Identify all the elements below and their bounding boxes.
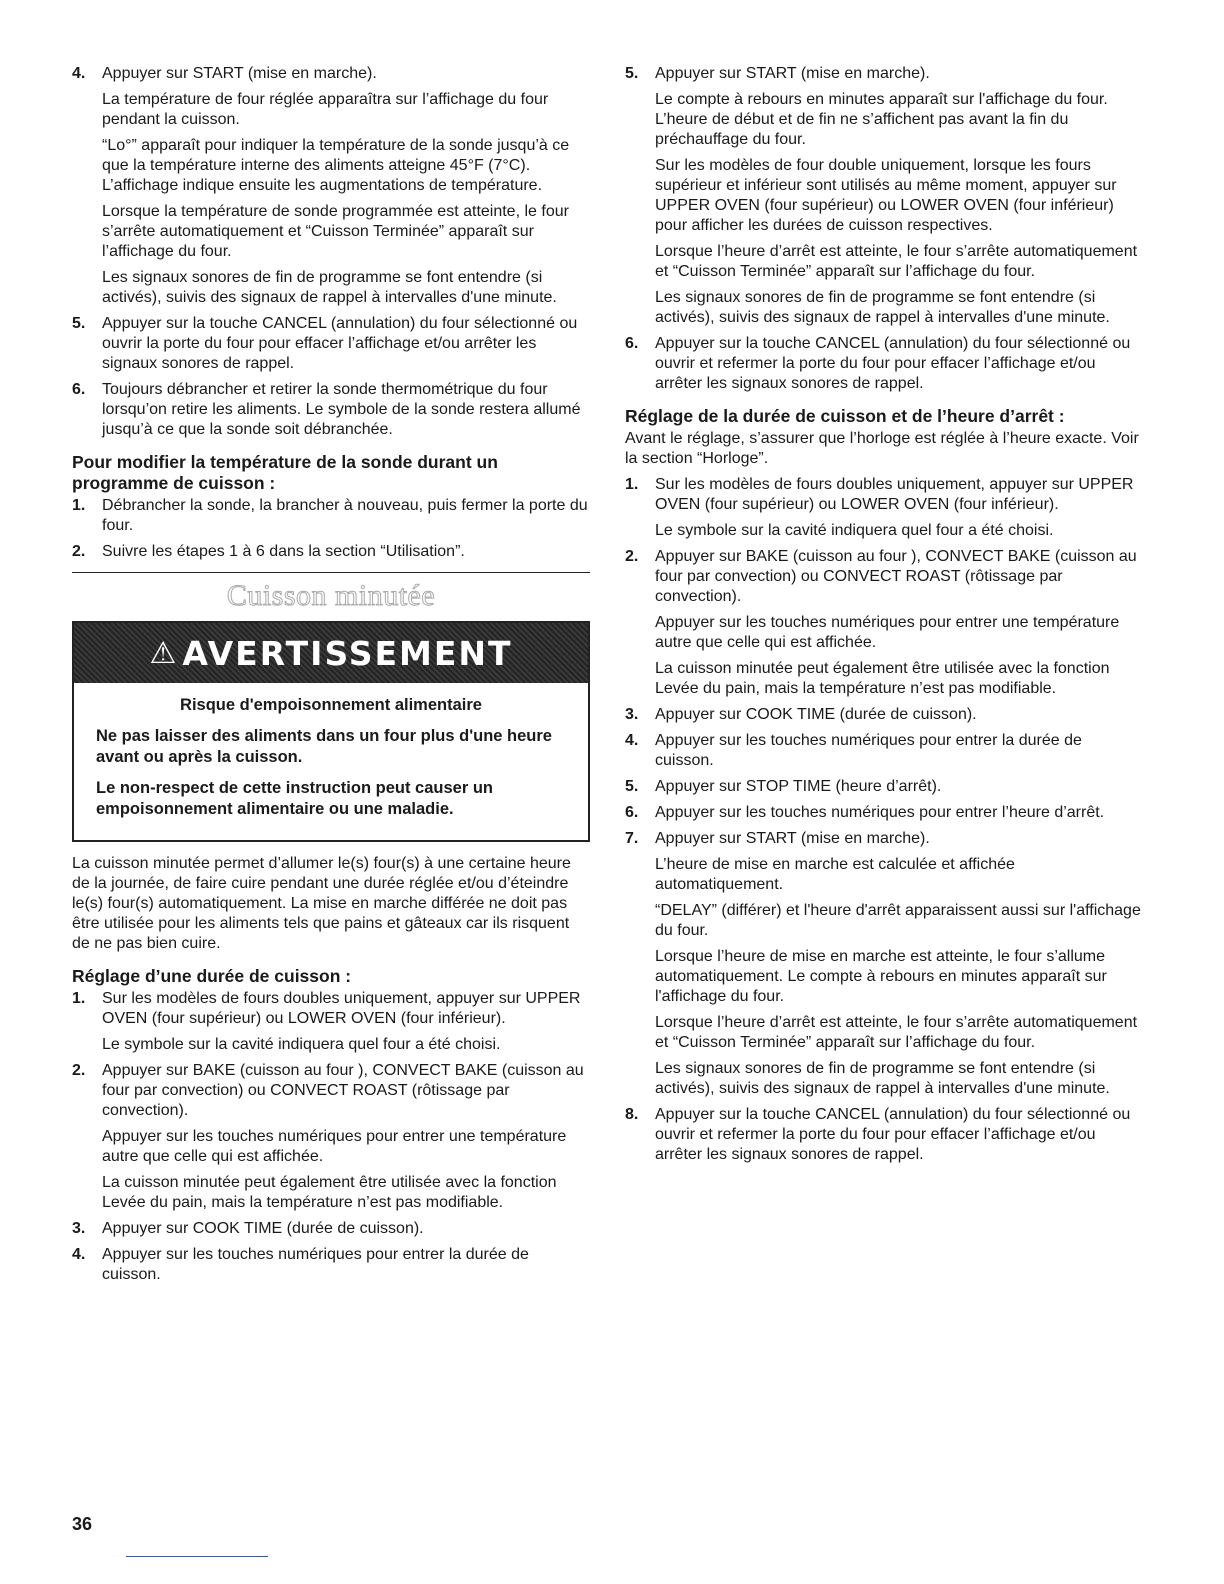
stop-time-heading: Réglage de la durée de cuisson et de l’heure d’arrêt : [625,406,1065,426]
list-item [625,777,1145,797]
list-item [72,542,590,562]
step-text: La température de four réglée apparaîtra sur l’affichage du four pendant la cuisson. [102,91,549,128]
page-number: 36 [72,1514,93,1534]
list-item [72,380,590,440]
step-text: Appuyer sur START (mise en marche). [655,830,930,847]
step-number: 3. [72,1220,86,1237]
footer-rule [126,1556,268,1557]
step-text: Lorsque l’heure d’arrêt est atteinte, le four s’arrête automatiquement et “Cuisson Terminée” apparaît sur l’affichage du four. [655,243,1138,280]
list-item [72,1061,590,1213]
warning-body [74,683,588,840]
list-item [625,829,1145,1099]
step-text: Lorsque l’heure de mise en marche est atteinte, le four s’allume automatiquement. Le compte à rebours en minutes apparaît sur l'affichage du four. [655,948,1107,1005]
list-item [625,705,1145,725]
list-item [72,496,590,536]
list-item [72,64,590,308]
step-number: 4. [625,732,639,749]
step-number: 6. [72,381,86,398]
step-text: Appuyer sur les touches numériques pour entrer une température autre que celle qui est affichée. [102,1128,567,1165]
step-text: Appuyer sur START (mise en marche). [102,65,377,82]
list-item [625,547,1145,699]
step-text: Appuyer sur START (mise en marche). [655,65,930,82]
step-text: Débrancher la sonde, la brancher à nouveau, puis fermer la porte du four. [102,497,588,534]
list-item [72,1219,590,1239]
list-item [625,731,1145,771]
list-item [625,475,1145,541]
step-text: Appuyer sur STOP TIME (heure d’arrêt). [655,778,942,795]
step-text: Sur les modèles de fours doubles uniquement, appuyer sur UPPER OVEN (four supérieur) ou LOWER OVEN (four inférieur). [655,476,1134,513]
list-item [625,64,1145,328]
step-number: 4. [72,1246,86,1263]
step-text: Sur les modèles de four double uniquement, lorsque les fours supérieur et inférieur sont utilisés au même moment, appuyer sur UPPER OVEN (four supérieur) ou LOWER OVEN (four inférieur) pour afficher les durées de cuisson respectives. [655,157,1117,234]
step-text: Appuyer sur BAKE (cuisson au four ), CONVECT BAKE (cuisson au four par convection) ou CONVECT ROAST (rôtissage par convection). [655,548,1137,605]
cook-time-continued-list [625,64,1145,394]
step-number: 5. [625,778,639,795]
list-item [625,334,1145,394]
step-number: 6. [625,804,639,821]
modify-probe-heading: Pour modifier la température de la sonde durant un programme de cuisson : [72,452,498,493]
probe-steps-list [72,64,590,440]
step-number: 7. [625,830,639,847]
section-divider [72,572,590,573]
warning-triangle-icon: ⚠ [149,636,177,670]
step-text: “DELAY” (différer) et l'heure d'arrêt apparaissent aussi sur l'affichage du four. [655,902,1141,939]
warning-instruction: Ne pas laisser des aliments dans un four plus d'une heure avant ou après la cuisson. [96,727,552,766]
step-number: 1. [72,497,86,514]
left-column [72,64,590,1291]
warning-word: AVERTISSEMENT [182,633,513,673]
step-text: Appuyer sur COOK TIME (durée de cuisson). [102,1220,424,1237]
stop-time-steps-list [625,475,1145,1165]
warning-hazard: Risque d'empoisonnement alimentaire [180,696,482,714]
step-text: Appuyer sur la touche CANCEL (annulation) du four sélectionné ou ouvrir et refermer la porte du four pour effacer l’affichage et/ou arrêter les signaux sonores de rappel. [655,1106,1131,1163]
modify-probe-steps-list [72,496,590,562]
step-text: L’heure de mise en marche est calculée et affichée automatiquement. [655,856,1015,893]
stop-time-intro: Avant le réglage, s’assurer que l’horloge est réglée à l’heure exacte. Voir la section “Horloge”. [625,430,1139,467]
step-number: 5. [625,65,639,82]
step-text: Appuyer sur les touches numériques pour entrer la durée de cuisson. [102,1246,529,1283]
step-number: 6. [625,335,639,352]
step-text: “Lo°” apparaît pour indiquer la température de la sonde jusqu’à ce que la température interne des aliments atteigne 45°F (7°C). L’affichage indique ensuite les augmentations de température. [102,137,570,194]
step-text: Lorsque l’heure d’arrêt est atteinte, le four s’arrête automatiquement et “Cuisson Terminée” apparaît sur l’affichage du four. [655,1014,1138,1051]
list-item [625,803,1145,823]
step-number: 1. [72,990,86,1007]
step-text: Les signaux sonores de fin de programme se font entendre (si activés), suivis des signaux de rappel à intervalles d'une minute. [655,1060,1110,1097]
step-text: Appuyer sur la touche CANCEL (annulation) du four sélectionné ou ouvrir et refermer la porte du four pour effacer l’affichage et/ou arrêter les signaux sonores de rappel. [655,335,1131,392]
timed-cooking-description: La cuisson minutée permet d’allumer le(s) four(s) à une certaine heure de la journée, de faire cuire pendant une durée réglée et/ou d’éteindre le(s) four(s) automatiquement. La mise en marche différée ne doit pas être utilisée pour les aliments tels que pains et gâteaux car ils risquent de ne pas bien cuire. [72,855,571,952]
step-text: Le compte à rebours en minutes apparaît sur l'affichage du four. L’heure de début et de fin ne s’affichent pas avant la fin du préchauffage du four. [655,91,1108,148]
section-title: Cuisson minutée [226,579,436,612]
warning-box [72,621,590,842]
step-text: Suivre les étapes 1 à 6 dans la section “Utilisation”. [102,543,465,560]
step-number: 3. [625,706,639,723]
cook-time-steps-list [72,989,590,1285]
step-number: 2. [72,543,86,560]
list-item [625,1105,1145,1165]
step-text: Le symbole sur la cavité indiquera quel four a été choisi. [655,522,1054,539]
step-number: 4. [72,65,86,82]
step-text: Appuyer sur la touche CANCEL (annulation) du four sélectionné ou ouvrir la porte du four pour effacer l’affichage et/ou arrêter les signaux sonores de rappel. [102,315,578,372]
step-number: 2. [72,1062,86,1079]
step-text: Les signaux sonores de fin de programme se font entendre (si activés), suivis des signaux de rappel à intervalles d'une minute. [102,269,557,306]
step-text: Toujours débrancher et retirer la sonde thermométrique du four lorsqu’on retire les aliments. Le symbole de la sonde restera allumé jusqu’à ce que la sonde soit débranchée. [102,381,581,438]
step-number: 5. [72,315,86,332]
step-text: La cuisson minutée peut également être utilisée avec la fonction Levée du pain, mais la température n’est pas modifiable. [102,1174,557,1211]
step-text: Sur les modèles de fours doubles uniquement, appuyer sur UPPER OVEN (four supérieur) ou LOWER OVEN (four inférieur). [102,990,581,1027]
step-text: Appuyer sur COOK TIME (durée de cuisson). [655,706,977,723]
cook-time-heading: Réglage d’une durée de cuisson : [72,966,352,986]
step-number: 1. [625,476,639,493]
list-item [72,1245,590,1285]
list-item [72,989,590,1055]
step-text: Le symbole sur la cavité indiquera quel four a été choisi. [102,1036,501,1053]
list-item [72,314,590,374]
step-text: Appuyer sur les touches numériques pour entrer une température autre que celle qui est affichée. [655,614,1120,651]
step-text: Appuyer sur les touches numériques pour entrer la durée de cuisson. [655,732,1082,769]
warning-consequence: Le non-respect de cette instruction peut causer un empoisonnement alimentaire ou une maladie. [96,779,493,818]
step-text: Lorsque la température de sonde programmée est atteinte, le four s’arrête automatiquement et “Cuisson Terminée” apparaît sur l’affichage du four. [102,203,569,260]
step-text: Les signaux sonores de fin de programme se font entendre (si activés), suivis des signaux de rappel à intervalles d'une minute. [655,289,1110,326]
warning-banner [74,623,588,683]
step-number: 2. [625,548,639,565]
step-text: Appuyer sur les touches numériques pour entrer l’heure d’arrêt. [655,804,1105,821]
right-column [625,64,1145,1171]
step-text: Appuyer sur BAKE (cuisson au four ), CONVECT BAKE (cuisson au four par convection) ou CONVECT ROAST (rôtissage par convection). [102,1062,584,1119]
step-number: 8. [625,1106,639,1123]
step-text: La cuisson minutée peut également être utilisée avec la fonction Levée du pain, mais la température n’est pas modifiable. [655,660,1110,697]
